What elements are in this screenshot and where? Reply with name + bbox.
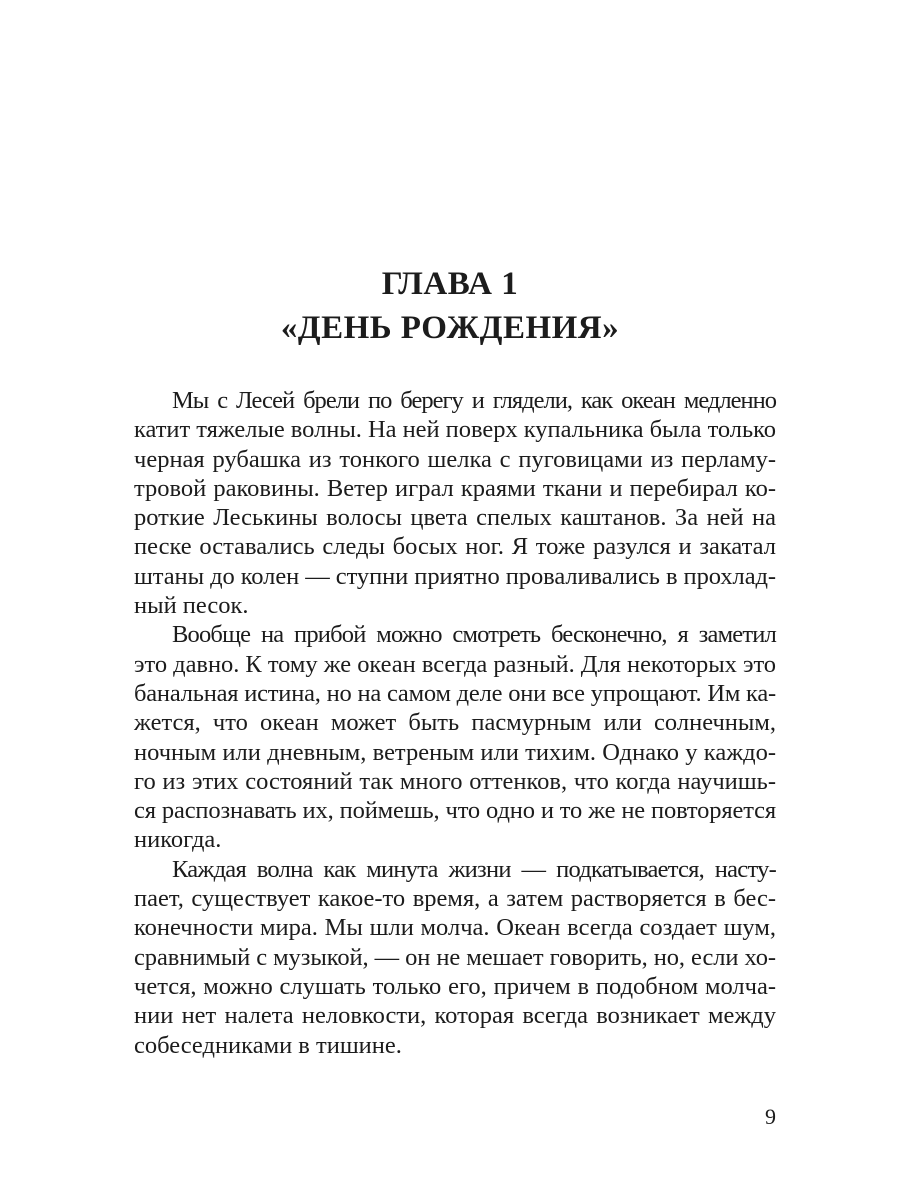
text-line: катит тяжелые волны. На ней поверх купальника была только (134, 416, 776, 444)
paragraph-3 (134, 855, 776, 1060)
text-line: песке оставались следы босых ног. Я тоже разулся и закатал (134, 533, 776, 561)
chapter-heading (0, 262, 900, 350)
text-line: ночным или дневным, ветреным или тихим. Однако у каждо- (134, 738, 776, 766)
page-number: 9 (765, 1104, 776, 1129)
paragraph-2 (134, 620, 776, 854)
text-line: чется, можно слушать только его, причем в подобном молча- (134, 972, 776, 1000)
text-line: ся распознавать их, поймешь, что одно и то же не повторяется (134, 797, 776, 825)
text-line: штаны до колен — ступни приятно проваливались в прохлад- (134, 562, 777, 590)
text-line: банальная истина, но на самом деле они все упрощают. Им ка- (134, 679, 776, 707)
text-line: Вообще на прибой можно смотреть бесконечно, я заметил (172, 621, 776, 649)
text-line: жется, что океан может быть пасмурным или солнечным, (134, 709, 776, 737)
chapter-number: ГЛАВА 1 (381, 266, 519, 302)
text-line: это давно. К тому же океан всегда разный. Для некоторых это (134, 650, 777, 678)
text-line: черная рубашка из тонкого шелка с пуговицами из перламу- (134, 445, 776, 473)
text-line: пает, существует какое-то время, а затем растворяется в бес- (134, 885, 776, 913)
text-line: сравнимый с музыкой, — он не мешает говорить, но, если хо- (134, 943, 777, 971)
text-line: роткие Леськины волосы цвета спелых каштанов. За ней на (134, 504, 776, 532)
text-line: Каждая волна как минута жизни — подкатывается, насту- (172, 855, 776, 883)
text-line: собеседниками в тишине. (134, 1031, 402, 1059)
chapter-title: «ДЕНЬ РОЖДЕНИЯ» (280, 310, 620, 346)
text-line: го из этих состояний так много оттенков, что когда научишь- (134, 767, 776, 795)
text-line: нии нет налета неловкости, которая всегда возникает между (134, 1002, 776, 1030)
text-line: никогда. (134, 826, 222, 854)
body-text (134, 386, 776, 1060)
text-line: Мы с Лесей брели по берегу и глядели, как океан медленно (172, 387, 776, 414)
text-line: тровой раковины. Ветер играл краями ткани и перебирал ко- (134, 474, 776, 502)
text-line: ный песок. (134, 592, 249, 620)
text-line: конечности мира. Мы шли молча. Океан всегда создает шум, (134, 914, 776, 942)
paragraph-1 (134, 386, 776, 620)
